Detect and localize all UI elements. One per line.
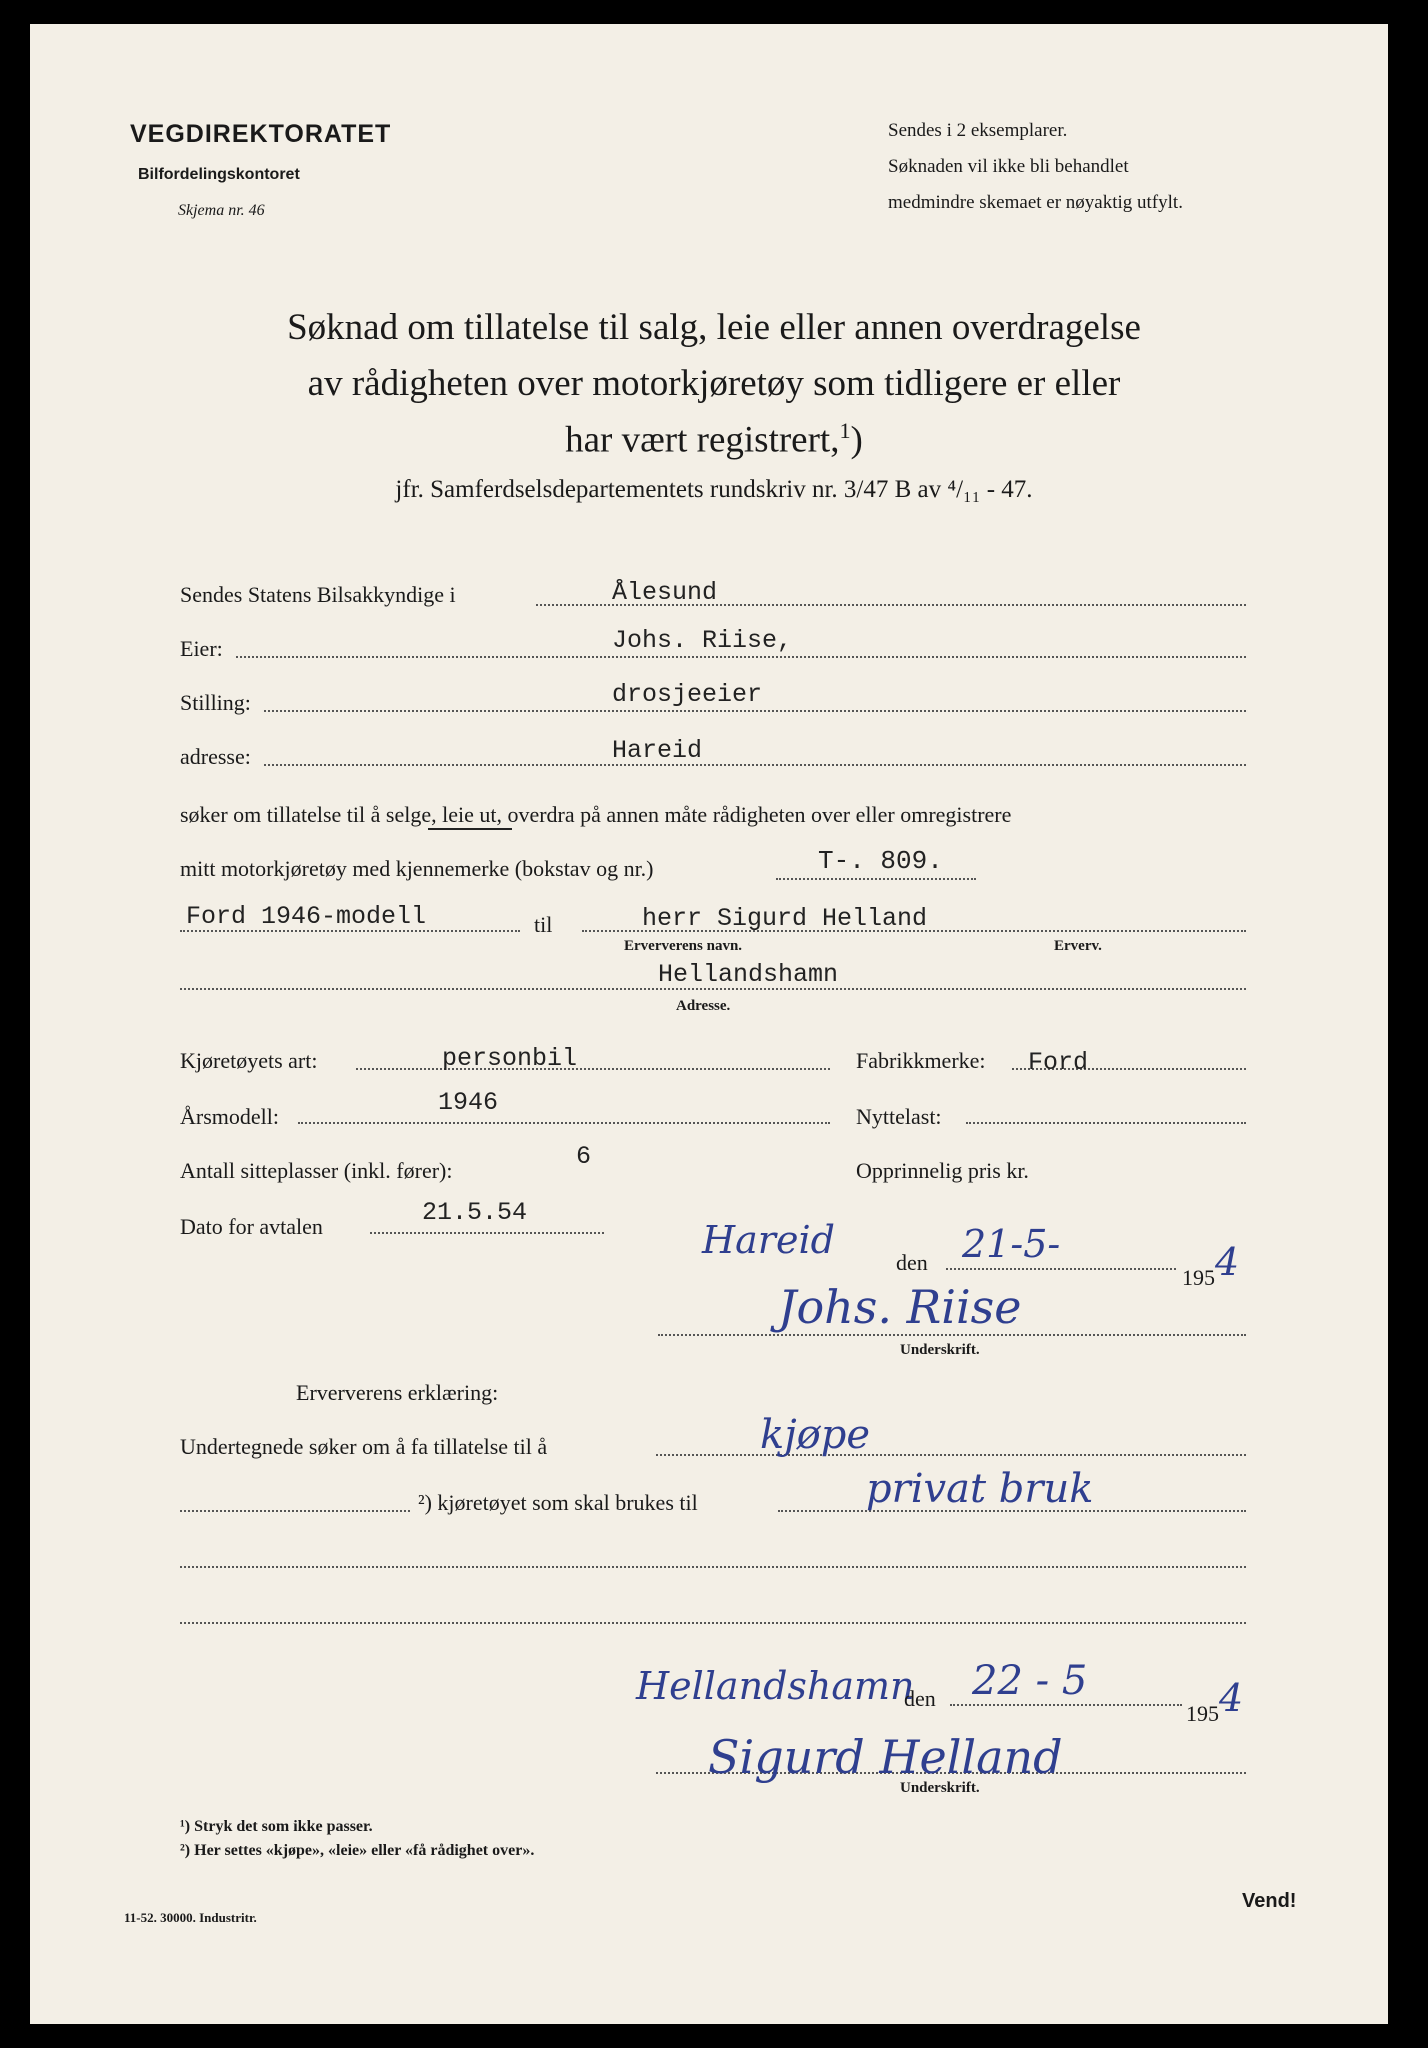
adresse-label: adresse: [180,744,251,769]
seller-signature-line [658,1334,1246,1336]
bilsakkyndige-label: Sendes Statens Bilsakkyndige i [180,582,456,607]
buyer-heading: Erververens erklæring: [296,1380,499,1405]
erverver-address-value: Hellandshamn [658,960,839,989]
buyer-line2-lead-dots [180,1510,410,1512]
stilling-label: Stilling: [180,690,251,715]
footnote-2: ²) Her settes «kjøpe», «leie» eller «få rådighet over». [180,1842,535,1859]
dato-value: 21.5.54 [422,1198,528,1227]
bilsakkyndige-value: Ålesund [612,578,718,607]
seller-underskrift-label: Underskrift. [900,1342,980,1358]
arsmodell-value: 1946 [438,1088,499,1117]
adresse-value: Hareid [612,736,703,765]
kjennemerke-text: mitt motorkjøretøy med kjennemerke (bokstav og nr.) [180,856,654,881]
art-value: personbil [442,1044,578,1073]
eier-label: Eier: [180,636,223,661]
dato-label: Dato for avtalen [180,1214,323,1239]
adresse2-label: Adresse. [676,998,731,1014]
instruction-line-2: Søknaden vil ikke bli behandlet [888,156,1129,177]
printer-imprint: 11-52. 30000. Industritr. [124,1910,257,1925]
instruction-line-1: Sendes i 2 eksemplarer. [888,120,1068,141]
sitte-label: Antall sitteplasser (inkl. fører): [180,1158,453,1183]
title-reference: jfr. Samferdselsdepartementets rundskriv nr. 3/47 B av ⁴/₁₁ - 47. [395,476,1033,503]
til-label: til [534,912,553,937]
art-line [356,1068,830,1070]
erverver-name-label: Erververens navn. [624,938,743,954]
instruction-line-3: medmindre skemaet er nøyaktig utfylt. [888,192,1183,213]
arsmodell-line [298,1122,830,1124]
fabrikk-label: Fabrikkmerke: [856,1048,986,1073]
buyer-line1-value: kjøpe [760,1412,870,1458]
stilling-value: drosjeeier [612,680,763,709]
buyer-place: Hellandshamn [636,1664,915,1708]
eier-line [236,656,1246,658]
selge-underline [428,828,512,830]
buyer-blank-line-2 [180,1622,1246,1624]
title-line-2: av rådigheten over motorkjøretøy som tidligere er eller [307,363,1121,404]
vend-note: Vend! [1242,1890,1297,1912]
form-number: Skjema nr. 46 [178,202,265,219]
seller-year: 1954 [1182,1240,1240,1290]
seller-place: Hareid [702,1218,835,1262]
buyer-line1-dots [656,1454,1246,1456]
buyer-date: 22 - 5 [972,1658,1088,1704]
nyttelast-label: Nyttelast: [856,1104,942,1129]
vehicle-value: Ford 1946-modell [186,902,427,931]
erverv-label: Erverv. [1054,938,1102,954]
buyer-date-line [950,1704,1182,1706]
buyer-den-label: den [904,1686,936,1711]
fabrikk-value: Ford [1028,1048,1089,1077]
seller-den-label: den [896,1250,928,1275]
pris-label: Opprinnelig pris kr. [856,1158,1029,1183]
erverver-value: herr Sigurd Helland [642,904,928,933]
stilling-line [264,710,1246,712]
buyer-blank-line-1 [180,1566,1246,1568]
title-line-3: har vært registrert,$^1$) [565,418,863,461]
buyer-signature: Sigurd Helland [708,1730,1063,1784]
buyer-line1-label: Undertegnede søker om å fa tillatelse til å [180,1434,548,1459]
footnote-1: ¹) Stryk det som ikke passer. [180,1818,373,1835]
art-label: Kjøretøyets art: [180,1048,318,1073]
buyer-line2-label: ²) kjøretøyet som skal brukes til [418,1490,698,1515]
title-line-1: Søknad om tillatelse til salg, leie eller annen overdragelse [287,307,1141,348]
buyer-year: 1954 [1186,1676,1244,1726]
seller-date-line [946,1268,1176,1270]
eier-value: Johs. Riise, [612,626,793,655]
soker-text: søker om tillatelse til å selge, leie ut, overdra på annen måte rådigheten over eller omregistrere [180,802,1012,827]
buyer-line2-value: privat bruk [866,1466,1094,1512]
seller-date: 21-5- [962,1222,1061,1266]
nyttelast-line [966,1122,1246,1124]
dato-line [370,1232,604,1234]
kjennemerke-line [776,878,976,880]
kjennemerke-value: T-. 809. [818,846,943,876]
buyer-underskrift-label: Underskrift. [900,1780,980,1796]
seller-signature: Johs. Riise [778,1280,1022,1334]
agency-name: VEGDIREKTORATET [130,120,392,148]
adresse-line [264,764,1246,766]
office-name: Bilfordelingskontoret [138,166,300,183]
sitte-value: 6 [576,1142,592,1171]
arsmodell-label: Årsmodell: [180,1104,279,1129]
